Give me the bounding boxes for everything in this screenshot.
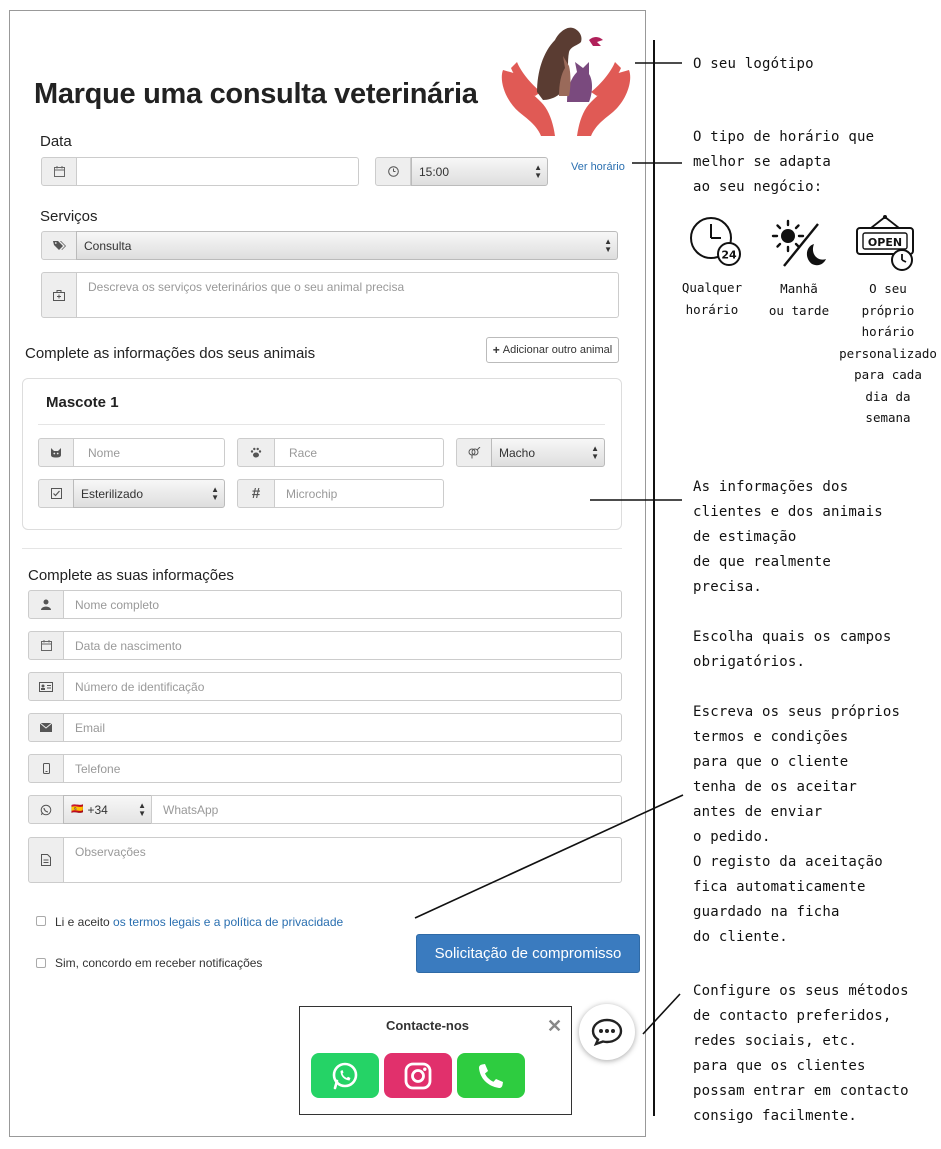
animals-section-label: Complete as informações dos seus animais [25, 345, 316, 362]
schedule-type-line: personalizado [839, 345, 937, 361]
select-arrows-icon: ▲ ▼ [211, 485, 219, 502]
add-animal-button-label: Adicionar outro animal [502, 344, 613, 356]
pet-card-title: Mascote 1 [46, 394, 119, 411]
spain-flag-icon: 🇪🇸 [71, 804, 84, 815]
whatsapp-input[interactable]: WhatsApp [151, 795, 622, 824]
id-number-input[interactable]: Número de identificação [63, 672, 622, 701]
birth-date-input[interactable]: Data de nascimento [63, 631, 622, 660]
info-note [693, 475, 900, 950]
pet-sex-value: Macho [499, 445, 536, 460]
microchip-input[interactable]: Microchip [274, 479, 444, 508]
service-select-value: Consulta [84, 238, 132, 253]
date-label: Data [40, 133, 72, 150]
client-section-label: Complete as suas informações [28, 567, 234, 584]
info-note-line: de estimação [693, 529, 797, 545]
schedule-type-morning-afternoon [759, 278, 839, 321]
info-note-line: de que realmente [693, 554, 832, 570]
info-note-line: Escreva os seus próprios [693, 704, 901, 720]
info-note-line: O registo da aceitação [693, 854, 883, 870]
select-arrows-icon: ▲ ▼ [604, 237, 612, 254]
info-note-line: para que o cliente [693, 754, 849, 770]
accept-terms-prefix: Li e aceito [55, 915, 110, 929]
contact-note [693, 979, 909, 1129]
schedule-type-line: semana [865, 410, 911, 425]
schedule-type-line: para cada [854, 367, 922, 382]
contact-widget-title: Contacte-nos [385, 1018, 470, 1033]
submit-appointment-button[interactable]: Solicitação de compromisso [416, 934, 640, 973]
contact-note-line: de contacto preferidos, [693, 1008, 892, 1024]
info-note-line: antes de enviar [693, 804, 823, 820]
schedule-type-line: ou tarde [768, 302, 830, 318]
schedule-type-line: Manhã [780, 281, 818, 296]
select-arrows-icon: ▲ ▼ [591, 444, 599, 461]
info-note-line: tenha de os aceitar [693, 779, 857, 795]
plus-icon: + [492, 343, 500, 357]
sun-moon-icon [770, 218, 826, 270]
info-note-line: do cliente. [693, 929, 788, 945]
email-input[interactable]: Email [63, 713, 622, 742]
schedule-type-any [672, 277, 752, 320]
schedule-type-line: O seu [869, 281, 907, 296]
schedule-type-line: dia da [865, 388, 911, 404]
info-note-line: fica automaticamente [693, 879, 866, 895]
notifications-label: Sim, concordo em receber notificações [55, 956, 263, 970]
time-select-value: 15:00 [419, 164, 450, 179]
services-description-textarea[interactable]: Descreva os serviços veterinários que o seu animal precisa [76, 272, 619, 318]
open-sign-icon [855, 214, 917, 272]
country-code-value: +34 [87, 802, 108, 817]
schedule-type-custom [835, 278, 941, 429]
terms-link[interactable]: os termos legais e a política de privacidade [113, 915, 344, 929]
info-note-line: termos e condições [693, 729, 849, 745]
schedule-note [693, 125, 874, 200]
notes-textarea[interactable]: Observações [63, 837, 622, 883]
select-arrows-icon: ▲ ▼ [138, 801, 146, 818]
clock-24-icon [687, 214, 745, 268]
info-note-line [693, 675, 900, 700]
info-note-line: obrigatórios. [693, 654, 806, 670]
contact-note-line: redes sociais, etc. [693, 1033, 857, 1049]
pet-race-input[interactable]: Race [274, 438, 444, 467]
services-label: Serviços [40, 208, 98, 225]
info-note-line: precisa. [693, 579, 763, 595]
info-note-line [693, 600, 900, 625]
info-note-line: clientes e dos animais [693, 504, 883, 520]
logo-note: O seu logótipo [693, 56, 814, 72]
pet-sterilized-value: Esterilizado [81, 486, 144, 501]
contact-note-line: possam entrar em contacto [693, 1083, 909, 1099]
select-arrows-icon: ▲ ▼ [534, 163, 542, 180]
schedule-type-line: horário [861, 324, 915, 339]
schedule-note-line: melhor se adapta [693, 154, 832, 170]
info-note-line: guardado na ficha [693, 904, 840, 920]
contact-note-line: para que os clientes [693, 1058, 866, 1074]
contact-note-line: consigo facilmente. [693, 1108, 857, 1124]
info-note-line: o pedido. [693, 829, 771, 845]
see-schedule-link[interactable]: Ver horário [571, 161, 625, 173]
pet-name-input[interactable]: Nome [73, 438, 225, 467]
schedule-type-line: horário [685, 301, 739, 317]
phone-input[interactable]: Telefone [63, 754, 622, 783]
close-icon[interactable]: ✕ [547, 1016, 563, 1036]
contact-note-line: Configure os seus métodos [693, 983, 909, 999]
schedule-type-line: Qualquer [681, 280, 743, 295]
page-title: Marque uma consulta veterinária [34, 78, 478, 110]
schedule-note-line: ao seu negócio: [693, 179, 823, 195]
svg-text:OPEN: OPEN [867, 236, 903, 249]
svg-text:24: 24 [721, 248, 737, 262]
schedule-note-line: O tipo de horário que [693, 129, 875, 145]
info-note-line: Escolha quais os campos [693, 629, 892, 645]
info-note-line: As informações dos [693, 479, 849, 495]
full-name-input[interactable]: Nome completo [63, 590, 622, 619]
hashtag-icon: # [237, 479, 275, 508]
schedule-type-line: próprio [861, 302, 915, 318]
